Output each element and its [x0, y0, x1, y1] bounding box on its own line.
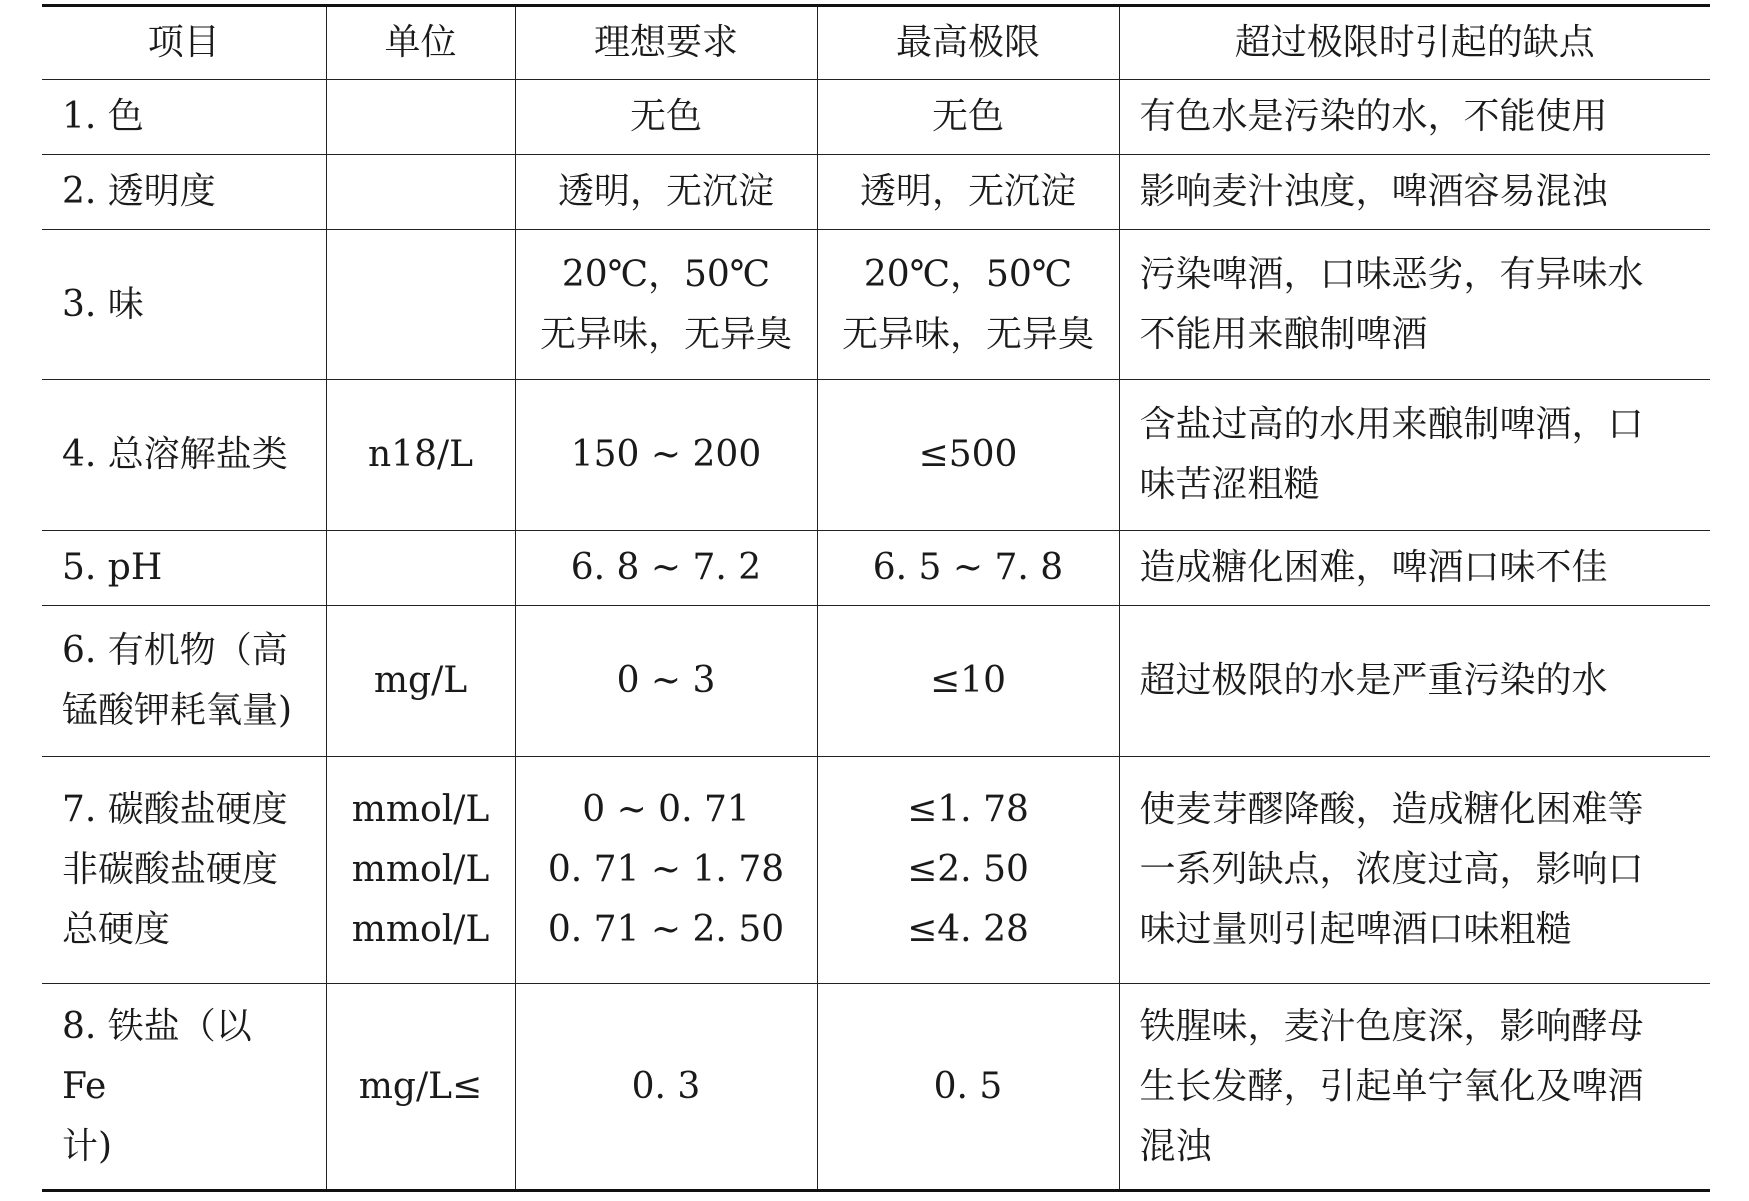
cell-ideal: 0. 3: [515, 984, 817, 1191]
cell-unit: mg/L≤: [326, 984, 515, 1191]
cell-unit: mg/L: [326, 606, 515, 757]
table-row: [42, 155, 1710, 230]
cell-defect: 超过极限的水是严重污染的水: [1119, 606, 1710, 757]
water-quality-table: [42, 4, 1710, 1192]
cell-max: ≤1. 78 ≤2. 50 ≤4. 28: [817, 757, 1119, 984]
cell-item: 2. 透明度: [42, 155, 326, 230]
cell-item: 5. pH: [42, 531, 326, 606]
cell-item: 8. 铁盐（以 Fe 计): [42, 984, 326, 1191]
header-item: 项目: [42, 6, 326, 80]
cell-item: 1. 色: [42, 80, 326, 155]
cell-max: 6. 5 ~ 7. 8: [817, 531, 1119, 606]
cell-ideal: 0 ~ 0. 71 0. 71 ~ 1. 78 0. 71 ~ 2. 50: [515, 757, 817, 984]
cell-max: ≤500: [817, 380, 1119, 531]
table-row: [42, 606, 1710, 757]
cell-defect: 使麦芽醪降酸，造成糖化困难等 一系列缺点，浓度过高，影响口 味过量则引起啤酒口味粗糙: [1119, 757, 1710, 984]
cell-max: 20℃，50℃ 无异味，无异臭: [817, 230, 1119, 380]
header-defect: 超过极限时引起的缺点: [1119, 6, 1710, 80]
cell-defect: 影响麦汁浊度，啤酒容易混浊: [1119, 155, 1710, 230]
cell-unit: mmol/L mmol/L mmol/L: [326, 757, 515, 984]
table-row: [42, 380, 1710, 531]
cell-max: 0. 5: [817, 984, 1119, 1191]
table-row: [42, 531, 1710, 606]
table-row: [42, 984, 1710, 1191]
cell-item: 7. 碳酸盐硬度 非碳酸盐硬度 总硬度: [42, 757, 326, 984]
header-max: 最高极限: [817, 6, 1119, 80]
header-ideal: 理想要求: [515, 6, 817, 80]
cell-item: 6. 有机物（高 锰酸钾耗氧量): [42, 606, 326, 757]
cell-defect: 污染啤酒，口味恶劣，有异味水 不能用来酿制啤酒: [1119, 230, 1710, 380]
cell-ideal: 无色: [515, 80, 817, 155]
cell-unit: [326, 531, 515, 606]
cell-ideal: 6. 8 ~ 7. 2: [515, 531, 817, 606]
cell-max: 透明，无沉淀: [817, 155, 1119, 230]
cell-item: 3. 味: [42, 230, 326, 380]
cell-unit: n18/L: [326, 380, 515, 531]
cell-defect: 造成糖化困难，啤酒口味不佳: [1119, 531, 1710, 606]
table-row: [42, 230, 1710, 380]
header-unit: 单位: [326, 6, 515, 80]
cell-ideal: 20℃，50℃ 无异味，无异臭: [515, 230, 817, 380]
cell-item: 4. 总溶解盐类: [42, 380, 326, 531]
cell-max: ≤10: [817, 606, 1119, 757]
cell-ideal: 0 ~ 3: [515, 606, 817, 757]
cell-defect: 含盐过高的水用来酿制啤酒，口 味苦涩粗糙: [1119, 380, 1710, 531]
cell-defect: 铁腥味，麦汁色度深，影响酵母 生长发酵，引起单宁氧化及啤酒 混浊: [1119, 984, 1710, 1191]
cell-ideal: 透明，无沉淀: [515, 155, 817, 230]
table-header-row: [42, 6, 1710, 80]
table-row: [42, 80, 1710, 155]
cell-unit: [326, 155, 515, 230]
table-row: [42, 757, 1710, 984]
cell-unit: [326, 80, 515, 155]
cell-max: 无色: [817, 80, 1119, 155]
cell-defect: 有色水是污染的水，不能使用: [1119, 80, 1710, 155]
cell-ideal: 150 ~ 200: [515, 380, 817, 531]
cell-unit: [326, 230, 515, 380]
